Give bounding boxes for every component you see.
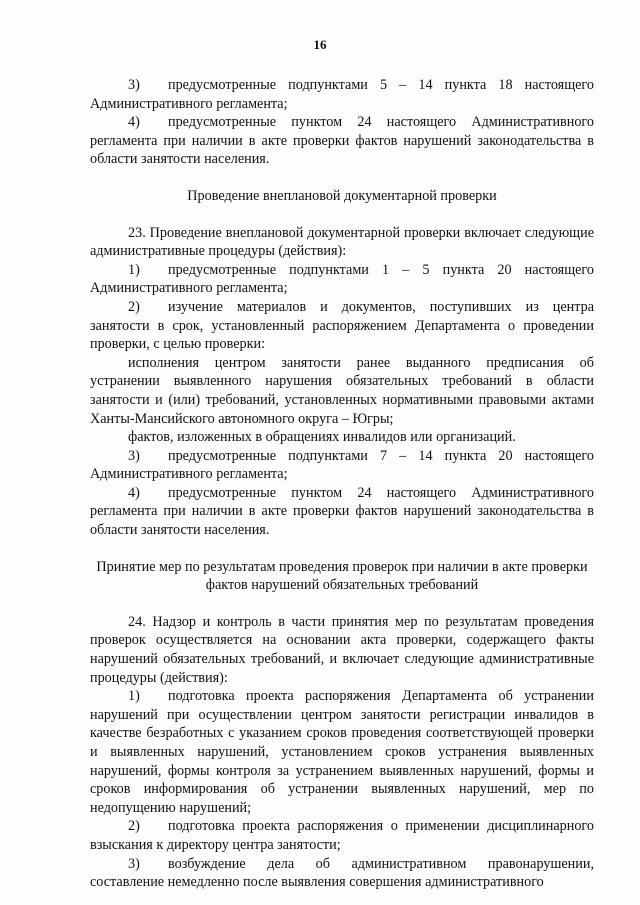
item-number: 1) — [128, 688, 140, 705]
list-item — [90, 113, 594, 169]
list-item — [90, 687, 594, 817]
item-text: предусмотренные подпунктами 1 – 5 пункта 20 настоящего Административного регламента; — [90, 261, 594, 297]
list-item — [90, 817, 594, 854]
item-text: предусмотренные пунктом 24 настоящего Административного регламента при наличии в акте проверки фактов нарушений законодательства в области занятости населения. — [90, 484, 594, 539]
section-heading: Проведение внеплановой документарной проверки — [187, 187, 497, 204]
item-text: предусмотренные подпунктами 5 – 14 пункта 18 настоящего Административного регламента; — [90, 77, 594, 112]
item-number: 1) — [128, 261, 140, 278]
item-text: изучение материалов и документов, поступивших из центра занятости в срок, установленный распоряжением Департамента о проведении проверки, с целью проверки: — [90, 298, 594, 353]
item-text: возбуждение дела об административном правонарушении, составление немедленно после выявления совершения административного — [90, 855, 594, 891]
item-text: подготовка проекта распоряжения о применении дисциплинарного взыскания к директору центра занятости; — [90, 818, 594, 853]
list-item — [90, 447, 594, 484]
item-number: 2) — [128, 298, 140, 315]
item-number: 3) — [128, 447, 140, 464]
list-item — [90, 298, 594, 354]
item-number: 4) — [128, 114, 140, 131]
list-item — [90, 76, 594, 113]
list-item — [90, 261, 594, 298]
paragraph: исполнения центром занятости ранее выданного предписания об устранении выявленного нарушения обязательных требований в области занятости и (или) требований, установленных нормативными правовыми актами Ханты-Мансийского автономного округа – Югры; — [90, 354, 594, 427]
item-text: предусмотренные пунктом 24 настоящего Административного регламента при наличии в акте проверки фактов нарушений законодательства в области занятости населения. — [90, 114, 594, 168]
paragraph: фактов, изложенных в обращениях инвалидов или организаций. — [128, 429, 516, 446]
paragraph: 23. Проведение внеплановой документарной проверки включает следующие административные процедуры (действия): — [90, 224, 594, 260]
item-number: 3) — [128, 77, 140, 93]
page-number: 16 — [313, 37, 327, 52]
paragraph: 24. Надзор и контроль в части принятия мер по результатам проведения проверок осуществляется на основании акта проверки, содержащего факты нарушений обязательных требований, и включает следующие административные процедуры (действия): — [90, 613, 594, 686]
section-heading: Принятие мер по результатам проведения проверок при наличии в акте проверки фактов нарушений обязательных требований — [96, 558, 588, 594]
list-item — [90, 855, 594, 892]
list-item — [90, 484, 594, 540]
item-number: 4) — [128, 484, 140, 501]
item-text: подготовка проекта распоряжения Департамента об устранении нарушений при осуществлении центром занятости регистрации инвалидов в качестве безработных с указанием сроков проведения соответствующей проверки и выявленных нарушений, установлением сроков устранения выявленных нарушений, формы контроля за устранением выявленных нарушений, формы и сроков информирования об устранении выявленных нарушений, мер по недопущению нарушений; — [90, 688, 594, 816]
item-text: предусмотренные подпунктами 7 – 14 пункта 20 настоящего Административного регламента; — [90, 447, 594, 483]
item-number: 2) — [128, 818, 140, 835]
item-number: 3) — [128, 855, 140, 872]
document-body — [90, 76, 594, 892]
